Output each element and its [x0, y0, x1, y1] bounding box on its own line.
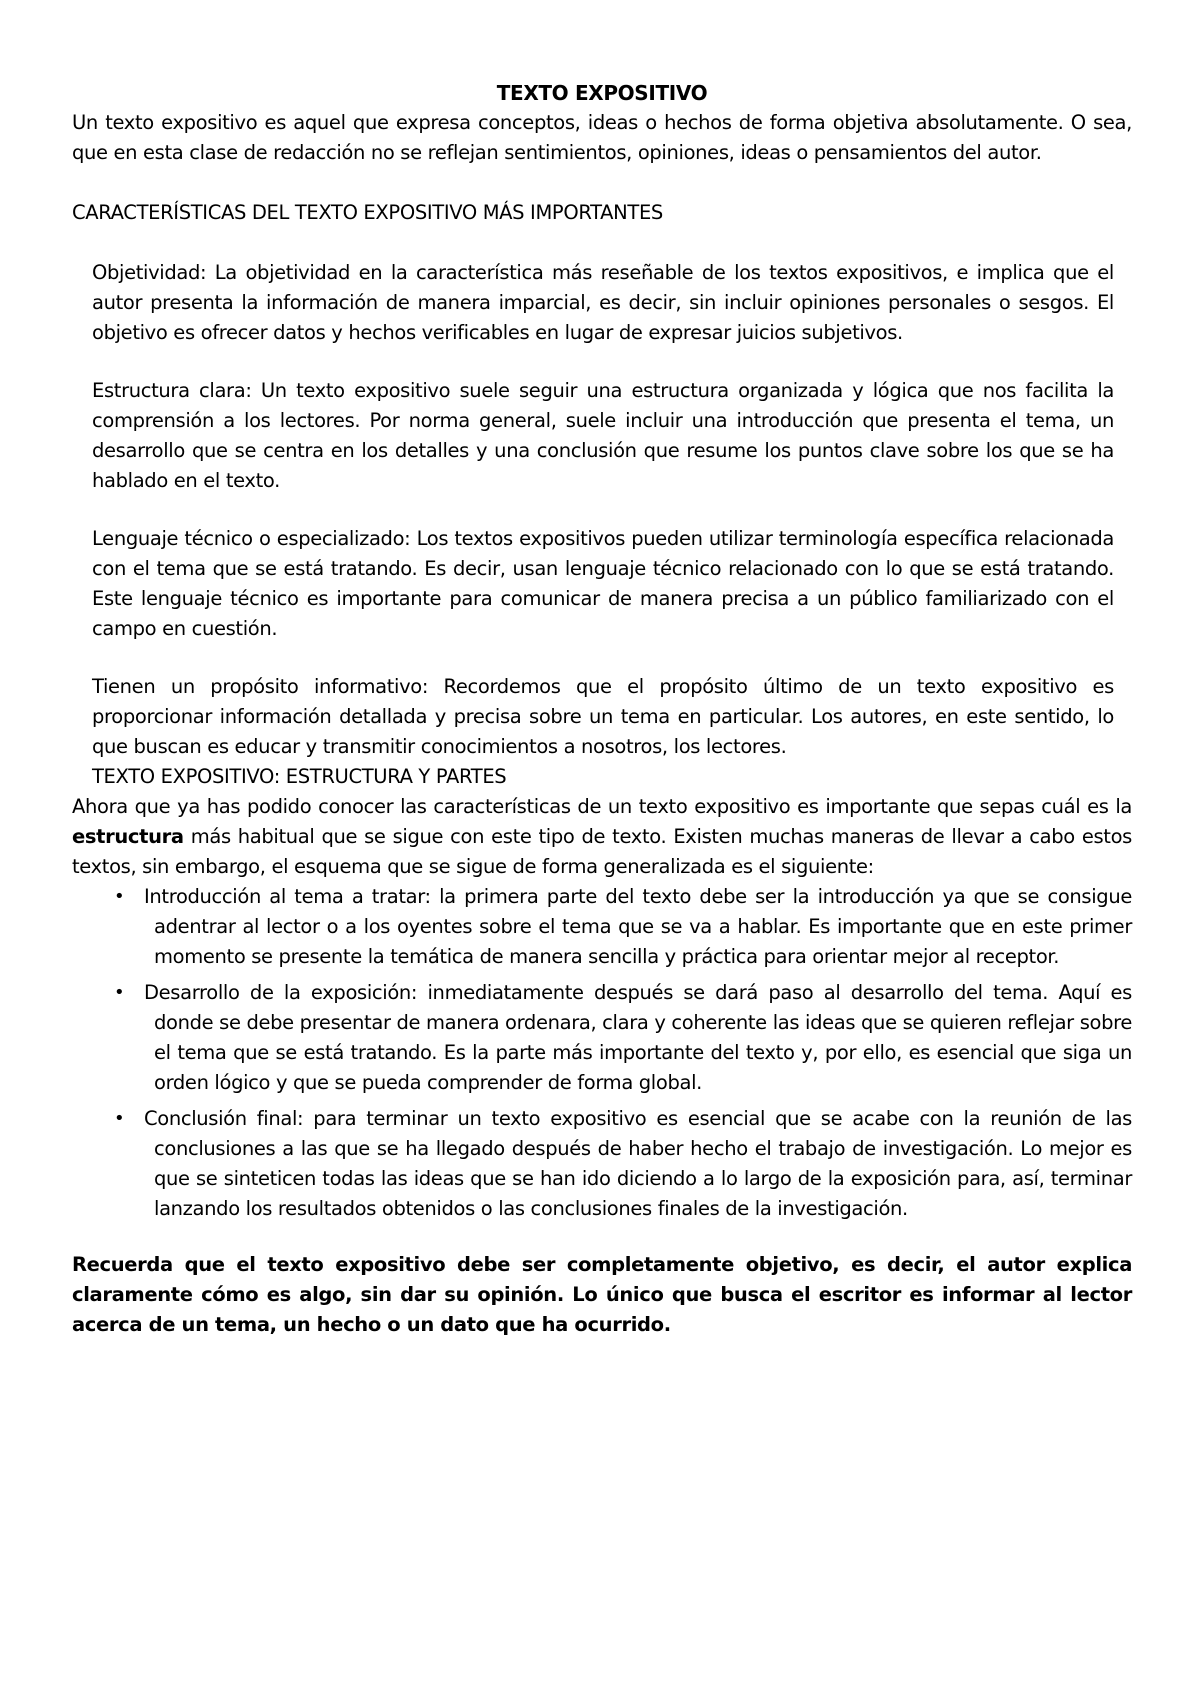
characteristic-lenguaje: Lenguaje técnico o especializado: Los textos expositivos pueden utilizar terminología específica relacionada con el tema que se está tratando. Es decir, usan lenguaje técnico relacionado con lo que se está tratando. Este lenguaje técnico es importante para comunicar de manera precisa a un público familiarizado con el campo en cuestión.: [92, 527, 1114, 640]
structure-intro-bold: estructura: [72, 825, 184, 848]
characteristic-estructura: Estructura clara: Un texto expositivo suele seguir una estructura organizada y lógica que nos facilita la comprensión a los lectores. Por norma general, suele incluir una introducción que presenta el tema, un desarrollo que se centra en los detalles y una conclusión que resume los puntos clave sobre los que se ha hablado en el texto.: [92, 379, 1114, 492]
part-introduccion: Introducción al tema a tratar: la primera parte del texto debe ser la introducción ya que se consigue adentrar al lector o a los oyentes sobre el tema que se va a hablar. Es importante que en este primer momento se presente la temática de manera sencilla y práctica para orientar mejor al receptor.: [144, 885, 1132, 968]
characteristic-proposito: Tienen un propósito informativo: Recordemos que el propósito último de un texto expositivo es proporcionar información detallada y precisa sobre un tema en particular. Los autores, en este sentido, lo que buscan es educar y transmitir conocimientos a nosotros, los lectores.: [92, 675, 1114, 758]
structure-heading: TEXTO EXPOSITIVO: ESTRUCTURA Y PARTES: [92, 765, 507, 788]
document-title: TEXTO EXPOSITIVO: [496, 81, 708, 105]
characteristic-objetividad: Objetividad: La objetividad en la característica más reseñable de los textos expositivos, e implica que el autor presenta la información de manera imparcial, es decir, sin incluir opiniones personales o sesgos. El objetivo es ofrecer datos y hechos verificables en lugar de expresar juicios subjetivos.: [92, 261, 1114, 344]
list-item: [72, 978, 1132, 1098]
structure-intro-text-2: más habitual que se sigue con este tipo de texto. Existen muchas maneras de llevar a cabo estos textos, sin embargo, el esquema que se sigue de forma generalizada es el siguiente:: [72, 825, 1132, 878]
document-page: [72, 78, 1132, 1340]
list-item: [72, 1104, 1132, 1224]
list-item: [72, 882, 1132, 972]
part-desarrollo: Desarrollo de la exposición: inmediatamente después se dará paso al desarrollo del tema. Aquí es donde se debe presentar de manera ordenara, clara y coherente las ideas que se quieren reflejar sobre el tema que se está tratando. Es la parte más importante del texto y, por ello, es esencial que siga un orden lógico y que se pueda comprender de forma global.: [144, 981, 1132, 1094]
structure-intro-paragraph: [72, 792, 1132, 882]
bullet-icon: •: [114, 886, 125, 907]
parts-list: [72, 882, 1132, 1224]
bullet-icon: •: [114, 982, 125, 1003]
intro-paragraph: Un texto expositivo es aquel que expresa conceptos, ideas o hechos de forma objetiva absolutamente. O sea, que en esta clase de redacción no se reflejan sentimientos, opiniones, ideas o pensamientos del autor.: [72, 111, 1132, 164]
characteristics-heading: CARACTERÍSTICAS DEL TEXTO EXPOSITIVO MÁS IMPORTANTES: [72, 201, 663, 224]
structure-intro-text-1: Ahora que ya has podido conocer las características de un texto expositivo es importante que sepas cuál es la: [72, 795, 1132, 818]
bullet-icon: •: [114, 1108, 125, 1129]
part-conclusion: Conclusión final: para terminar un texto expositivo es esencial que se acabe con la reunión de las conclusiones a las que se ha llegado después de haber hecho el trabajo de investigación. Lo mejor es que se sinteticen todas las ideas que se han ido diciendo a lo largo de la exposición para, así, terminar lanzando los resultados obtenidos o las conclusiones finales de la investigación.: [144, 1107, 1132, 1220]
closing-paragraph: Recuerda que el texto expositivo debe ser completamente objetivo, es decir, el autor explica claramente cómo es algo, sin dar su opinión. Lo único que busca el escritor es informar al lector acerca de un tema, un hecho o un dato que ha ocurrido.: [72, 1253, 1132, 1336]
